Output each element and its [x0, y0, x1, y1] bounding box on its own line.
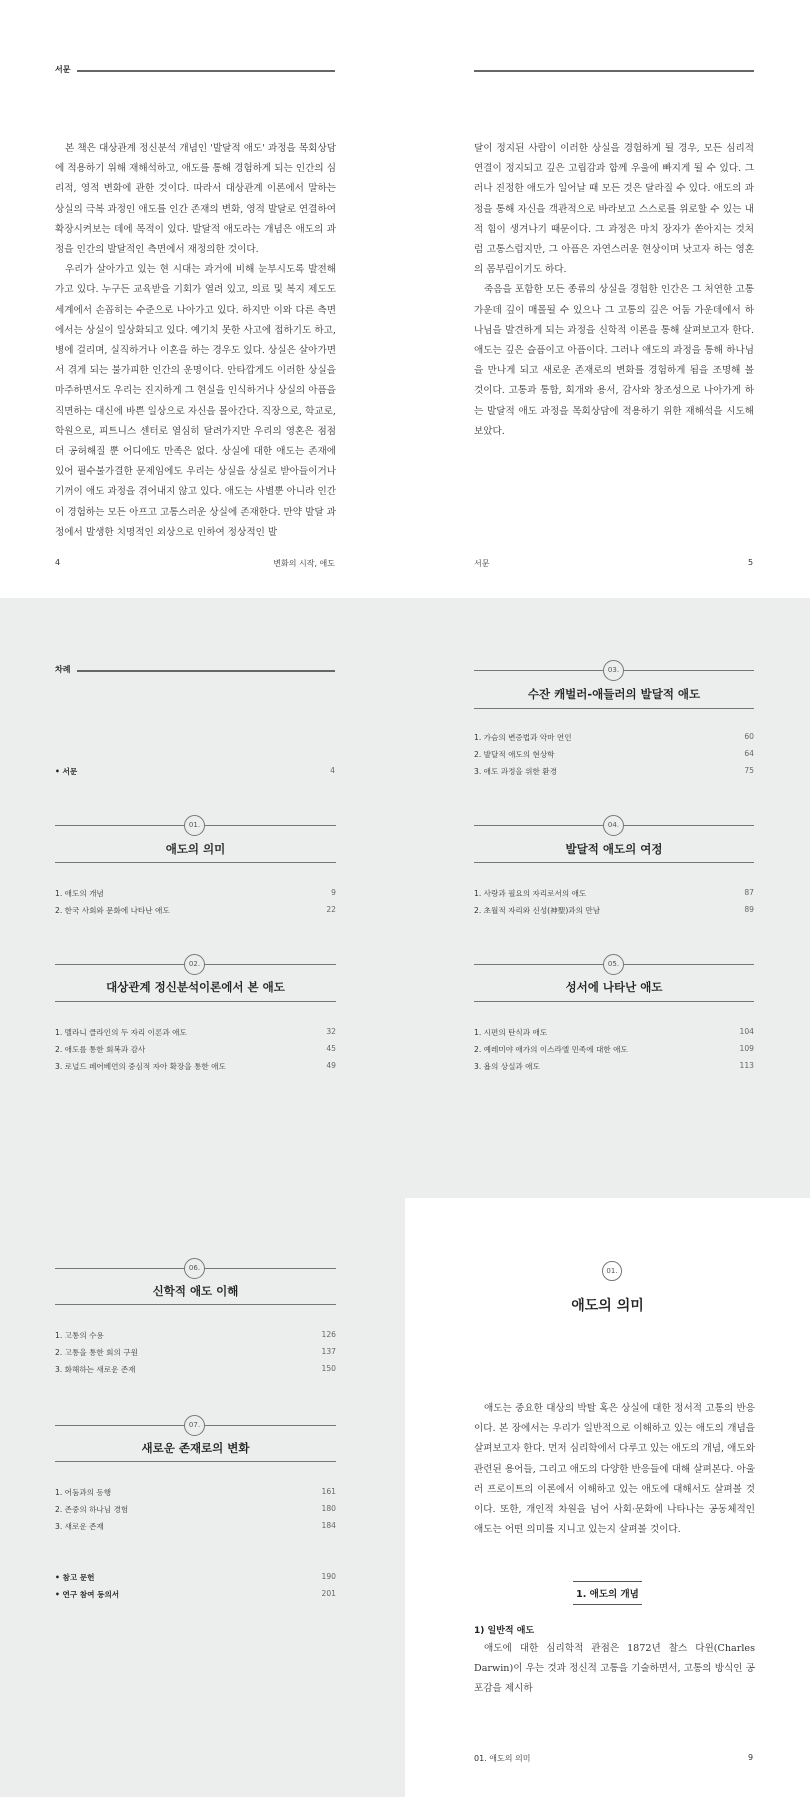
toc-label: 3. 화해하는 새로운 존재	[55, 1365, 136, 1374]
toc-label: 1. 어둠과의 동행	[55, 1488, 112, 1497]
toc-item[interactable]	[474, 1027, 754, 1038]
toc-item[interactable]	[55, 1044, 336, 1055]
toc-item[interactable]	[474, 905, 754, 916]
chapter-number-badge: 01.	[602, 1261, 622, 1281]
toc-item[interactable]	[55, 1364, 336, 1375]
toc-item[interactable]	[474, 749, 754, 760]
toc-page: 9	[331, 888, 336, 897]
chapter-bottom-rule	[55, 1304, 336, 1305]
toc-item-references[interactable]	[55, 1572, 336, 1583]
toc-item[interactable]	[55, 888, 336, 899]
toc-item[interactable]	[474, 888, 754, 899]
toc-page: 126	[321, 1330, 336, 1339]
chapter-intro	[474, 1399, 755, 1540]
chapter-bottom-rule	[474, 862, 754, 863]
toc-label: 3. 애도 과정을 위한 환경	[474, 767, 557, 776]
toc-label: 2. 고통을 통한 회의 구원	[55, 1348, 138, 1357]
toc-label: 2. 한국 사회와 문화에 나타난 애도	[55, 906, 170, 915]
toc-label: 1. 애도의 개념	[55, 889, 104, 898]
folio-title-right: 서문	[474, 559, 490, 568]
toc-label: • 서문	[55, 767, 78, 776]
toc-item[interactable]	[55, 1521, 336, 1532]
toc-header: 차례	[55, 665, 71, 674]
toc-page: 180	[321, 1504, 336, 1513]
chapter-title[interactable]: 발달적 애도의 여정	[565, 842, 663, 856]
toc-page: 22	[326, 905, 336, 914]
toc-item[interactable]	[55, 1330, 336, 1341]
chapter-bottom-rule	[474, 708, 754, 709]
toc-label: 2. 예레미야 애가의 이스라엘 민족에 대한 애도	[474, 1045, 628, 1054]
subsection-heading: 1) 일반적 애도	[474, 1626, 535, 1636]
chapter-bottom-rule	[55, 1001, 336, 1002]
toc-label: 1. 사랑과 필요의 자리로서의 애도	[474, 889, 587, 898]
paragraph: 본 책은 대상관계 정신분석 개념인 '발달적 애도' 과정을 목회상담에 적용하기 위해 재해석하고, 애도를 통해 경험하게 되는 인간의 심리적, 영적 변화에 관한 것이다. 따라서 대상관계 이론에서 말하는 상실의 극복 과정인 애도를 인간 존재의 변화, 영적 발달로 연결하여 확장시켜보는 데에 목적이 있다. 발달적 애도라는 개념은 애도의 과정을 인간의 발달적인 측면에서 재정의한 것이다.	[55, 143, 336, 256]
toc-label: 2. 발달적 애도의 현상학	[474, 750, 555, 759]
toc-item[interactable]	[55, 1504, 336, 1515]
toc-page: 190	[321, 1572, 336, 1581]
toc-label: 1. 가슴의 변증법과 악마 연인	[474, 733, 572, 742]
chapter-number-badge: 02.	[184, 954, 205, 975]
toc-page: 45	[326, 1044, 336, 1053]
chapter-bottom-rule	[474, 1001, 754, 1002]
folio-title-left: 변화의 시작, 애도	[273, 559, 335, 568]
toc-label: 3. 새로운 존재	[55, 1522, 104, 1531]
toc-label: • 참고 문헌	[55, 1573, 95, 1582]
chapter-title[interactable]: 새로운 존재로의 변화	[141, 1441, 250, 1455]
chapter-number-badge: 07.	[184, 1415, 205, 1436]
toc-label: 2. 애도를 통한 회복과 감사	[55, 1045, 146, 1054]
toc-page: 161	[321, 1487, 336, 1496]
toc-page: 113	[739, 1061, 754, 1070]
chapter-opening-page	[405, 1198, 810, 1797]
toc-item[interactable]	[55, 1061, 336, 1072]
running-header-left: 서문	[55, 65, 71, 74]
page-number-left: 4	[55, 558, 61, 567]
toc-item-consent-form[interactable]	[55, 1589, 336, 1600]
chapter-number-badge: 05.	[603, 954, 624, 975]
toc-page: 89	[744, 905, 754, 914]
chapter-title[interactable]: 수잔 캐벌러-애들러의 발달적 애도	[527, 687, 701, 701]
toc-page: 87	[744, 888, 754, 897]
toc-item[interactable]	[55, 1027, 336, 1038]
page-number: 9	[748, 1753, 754, 1762]
toc-page: 150	[321, 1364, 336, 1373]
toc-label: • 연구 참여 동의서	[55, 1590, 120, 1599]
toc-item[interactable]	[474, 766, 754, 777]
chapter-title[interactable]: 애도의 의미	[165, 842, 226, 856]
toc-header-rule	[77, 670, 335, 672]
chapter-body	[474, 1639, 755, 1700]
toc-label: 3. 욥의 상실과 애도	[474, 1062, 540, 1071]
chapter-title[interactable]: 대상관계 정신분석이론에서 본 애도	[106, 980, 285, 994]
chapter-title[interactable]: 성서에 나타난 애도	[565, 980, 663, 994]
chapter-number-badge: 03.	[603, 660, 624, 681]
toc-page: 184	[321, 1521, 336, 1530]
toc-item[interactable]	[55, 1487, 336, 1498]
paragraph: 애도에 대한 심리학적 관점은 1872년 찰스 다윈(Charles Darwin)이 우는 것과 정신적 고통을 기술하면서, 고통의 방식인 공포감을 제시하	[474, 1643, 755, 1695]
toc-page: 201	[321, 1589, 336, 1598]
toc-page: 109	[739, 1044, 754, 1053]
toc-page: 104	[739, 1027, 754, 1036]
chapter-title[interactable]: 신학적 애도 이해	[152, 1284, 239, 1298]
toc-page: 60	[744, 732, 754, 741]
toc-item[interactable]	[55, 1347, 336, 1358]
paragraph: 애도는 중요한 대상의 박탈 혹은 상실에 대한 정서적 고통의 반응이다. 본 장에서는 우리가 일반적으로 이해하고 있는 애도의 개념을 살펴보고자 한다. 먼저 심리학에서 다루고 있는 애도의 개념, 애도와 관련된 용어들, 그리고 애도의 다양한 반응들에 대해 살펴본다. 아울러 프로이트의 이론에서 이해하고 있는 애도에 대해서도 살펴볼 것이다. 또한, 개인적 차원을 넘어 사회·문화에 나타나는 공동체적인 애도는 어떤 의미를 지니고 있는지 살펴볼 것이다.	[474, 1403, 755, 1536]
toc-spread	[0, 598, 810, 1198]
section-heading-wrap	[405, 1581, 810, 1605]
chapter-number-badge: 06.	[184, 1258, 205, 1279]
toc-page: 64	[744, 749, 754, 758]
chapter-number-badge: 04.	[603, 815, 624, 836]
toc-item-preface[interactable]	[55, 766, 335, 777]
toc-page-continued	[0, 1198, 405, 1797]
paragraph: 우리가 살아가고 있는 현 시대는 과거에 비해 눈부시도록 발전해 가고 있다. 누구든 교육받을 기회가 열려 있고, 의료 및 복지 제도도 세계에서 손꼽히는 수준으로 나아가고 있다. 하지만 이와 다른 측면에서는 상실이 일상화되고 있다. 예기치 못한 사고에 접하기도 하고, 병에 걸리며, 실직하거나 이혼을 하는 경우도 있다. 상실은 살아가면서 겪게 되는 불가피한 인간의 운명이다. 안타깝게도 이러한 상실을 마주하면서도 우리는 진지하게 그 현실을 인식하거나 상실의 아픔을 직면하는 대신에 바쁜 일상으로 자신을 몰아간다. 직장으로, 학교로, 학원으로, 피트니스 센터로 열심히 달려가지만 우리의 영혼은 점점 더 공허해질 뿐 어디에도 만족은 없다. 상실에 대한 애도는 존재에 있어 필수불가결한 문제임에도 우리는 상실을 상실로 받아들이거나 기꺼이 애도 과정을 겪어내지 않고 있다. 애도는 사별뿐 아니라 인간이 경험하는 모든 아프고 고통스러운 상실에 존재한다. 만약 발달 과정에서 발생한 치명적인 외상으로 인하여 정상적인 발	[55, 264, 336, 538]
toc-item[interactable]	[474, 732, 754, 743]
toc-page: 4	[330, 766, 335, 775]
toc-label: 1. 시편의 탄식과 애도	[474, 1028, 548, 1037]
folio-title: 01. 애도의 의미	[474, 1754, 531, 1763]
paragraph: 죽음을 포함한 모든 종류의 상실을 경험한 인간은 그 처연한 고통 가운데 깊이 매몰될 수 있으나 그 고통의 깊은 어둠 가운데에서 하나님을 발견하게 되는 과정을 신학적 이론을 통해 살펴보고자 한다. 애도는 깊은 슬픔이고 아픔이다. 그러나 애도의 과정을 통해 하나님을 만나게 되고 새로운 존재로의 변화를 경험하게 됨을 조명해 볼 것이다. 고통과 통합, 회개와 용서, 감사와 창조성으로 나아가게 하는 발달적 애도 과정을 목회상담에 적용하기 위한 재해석을 시도해 보았다.	[474, 284, 754, 437]
toc-label: 1. 멜라니 클라인의 두 자리 이론과 애도	[55, 1028, 187, 1037]
toc-item[interactable]	[474, 1044, 754, 1055]
toc-label: 2. 존중의 하나님 경험	[55, 1505, 129, 1514]
paragraph: 달이 정지된 사람이 이러한 상실을 경험하게 될 경우, 모든 심리적 연결이 정지되고 깊은 고립감과 함께 우울에 빠지게 될 수 있다. 그러나 진정한 애도가 일어날 때 모든 것은 달라질 수 있다. 애도의 과정을 통해 자신을 객관적으로 바라보고 스스로를 위로할 수 있는 내적 힘이 생겨나기 때문이다. 그 과정은 마치 장자가 쏟아지는 것처럼 고통스럽지만, 그 아픔은 자연스러운 현상이며 낫고자 하는 영혼의 몸부림이기도 하다.	[474, 143, 754, 276]
preface-text-left	[55, 139, 336, 543]
toc-page: 32	[326, 1027, 336, 1036]
toc-page: 75	[744, 766, 754, 775]
toc-item[interactable]	[55, 905, 336, 916]
section-heading: 1. 애도의 개념	[573, 1581, 642, 1605]
header-rule-right	[474, 70, 754, 72]
toc-label: 1. 고통의 수용	[55, 1331, 104, 1340]
chapter-heading: 애도의 의미	[571, 1298, 644, 1314]
toc-page: 49	[326, 1061, 336, 1070]
chapter-number-badge: 01.	[184, 815, 205, 836]
page-number-right: 5	[748, 558, 754, 567]
chapter-bottom-rule	[55, 862, 336, 863]
toc-label: 3. 로널드 페어베언의 중심적 자아 확장을 통한 애도	[55, 1062, 226, 1071]
header-rule-left	[77, 70, 335, 72]
preface-text-right	[474, 139, 754, 442]
toc-label: 2. 초월적 자리와 신성(神聖)과의 만남	[474, 906, 601, 915]
preface-spread	[0, 0, 810, 598]
toc-page: 137	[321, 1347, 336, 1356]
toc-item[interactable]	[474, 1061, 754, 1072]
chapter-bottom-rule	[55, 1461, 336, 1462]
